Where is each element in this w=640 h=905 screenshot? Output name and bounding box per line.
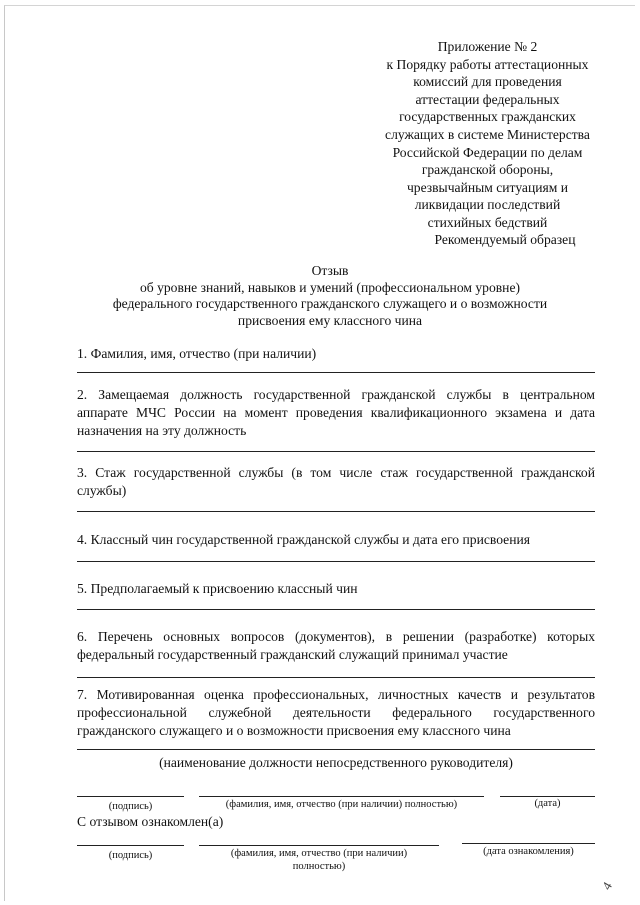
- item-class-rank: 4. Классный чин государственной гражданской службы и дата его присвоения: [77, 532, 531, 547]
- corner-handwritten-mark: 4: [598, 879, 615, 893]
- appendix-line: к Порядку работы аттестационных: [386, 56, 589, 72]
- fill-line-questions-list[interactable]: [77, 677, 595, 678]
- title-line: об уровне знаний, навыков и умений (профессиональном уровне): [139, 279, 521, 295]
- appendix-line: аттестации федеральных: [415, 91, 560, 107]
- appendix-line: Приложение № 2: [437, 39, 538, 54]
- fill-line-proposed-rank[interactable]: [77, 609, 595, 610]
- document-title: [60, 263, 600, 329]
- item-proposed-rank: 5. Предполагаемый к присвоению классный чин: [77, 581, 358, 596]
- acq-date-caption: (дата ознакомления): [483, 846, 574, 857]
- appendix-line: государственных гражданских: [399, 109, 576, 125]
- acq-name-caption-line: полностью): [292, 861, 346, 872]
- fill-line-full-name[interactable]: [77, 372, 595, 373]
- appendix-line: служащих в системе Министерства: [385, 126, 590, 142]
- title-line: федерального государственного гражданского служащего и о возможности: [112, 296, 548, 311]
- acq-name-caption-line: (фамилия, имя, отчество (при наличии): [230, 848, 408, 859]
- fill-line-position[interactable]: [77, 451, 595, 452]
- appendix-block: [370, 38, 605, 232]
- sample-label: Рекомендуемый образец: [434, 232, 576, 247]
- item-questions-list: 6. Перечень основных вопросов (документов), в решении (разработке) которых федеральный государственный гражданский служащий принимал участие: [77, 629, 595, 662]
- acq-signature-caption: (подпись): [108, 850, 153, 861]
- appendix-line: Российской Федерации по делам: [392, 144, 583, 160]
- date-caption: (дата): [534, 798, 561, 809]
- name-caption: (фамилия, имя, отчество (при наличии) полностью): [225, 799, 458, 810]
- title-main: Отзыв: [311, 263, 349, 278]
- acq-name-line[interactable]: [199, 845, 439, 846]
- acq-name-caption: [199, 847, 439, 873]
- acquainted-label: С отзывом ознакомлен(а): [77, 814, 224, 829]
- appendix-line: гражданской обороны,: [421, 162, 554, 178]
- item-service-length: 3. Стаж государственной службы (в том числе стаж государственной гражданской службы): [77, 465, 595, 498]
- appendix-line: комиссий для проведения: [413, 74, 562, 90]
- appendix-line: стихийных бедствий: [427, 214, 548, 230]
- item-position: 2. Замещаемая должность государственной гражданской службы в центральном аппарате МЧС России на момент проведения квалификационного экзамена и дата назначения на эту должность: [77, 387, 595, 438]
- signature-line[interactable]: [77, 796, 184, 797]
- item-motivated-assessment: 7. Мотивированная оценка профессиональных, личностных качеств и результатов профессиональной служебной деятельности федерального государственного гражданского служащего и о возможности присвоения ему классного чина: [77, 687, 595, 738]
- title-line: присвоения ему классного чина: [237, 312, 423, 328]
- fill-line-class-rank[interactable]: [77, 561, 595, 562]
- appendix-line: ликвидации последствий: [414, 197, 561, 213]
- acq-date-line[interactable]: [462, 843, 595, 844]
- signature-caption: (подпись): [108, 801, 153, 812]
- name-line[interactable]: [199, 796, 484, 797]
- fill-line-service-length[interactable]: [77, 511, 595, 512]
- fill-line-assessment[interactable]: [77, 749, 595, 750]
- appendix-line: чрезвычайным ситуациям и: [406, 179, 569, 195]
- acq-signature-line[interactable]: [77, 845, 184, 846]
- item-full-name: 1. Фамилия, имя, отчество (при наличии): [77, 346, 317, 361]
- supervisor-position-caption: (наименование должности непосредственного руководителя): [159, 755, 513, 770]
